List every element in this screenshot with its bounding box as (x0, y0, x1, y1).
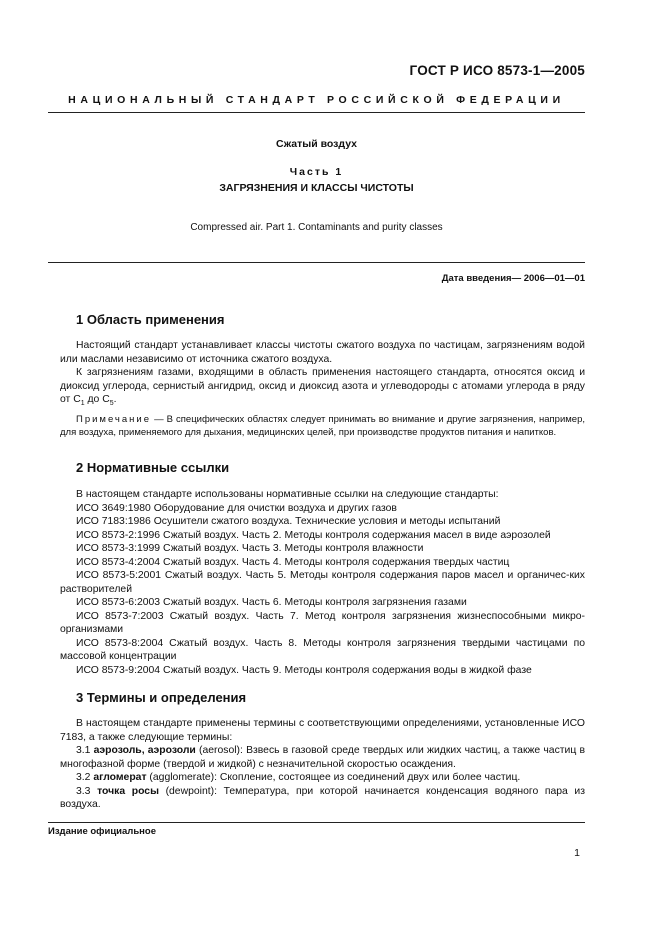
term-text: (dewpoint): Температура, при которой начинается конденсация водяного пара из воздуха. (60, 785, 585, 810)
normative-reference: ИСО 8573-8:2004 Сжатый воздух. Часть 8. Методы контроля загрязнения твердыми частицами по массовой концентрации (60, 637, 585, 662)
subscript: 5 (109, 400, 114, 408)
section-3-intro: В настоящем стандарте применены термины с соответствующими определениями, установленные ИСО 7183, а также следующие термины: (60, 718, 585, 743)
section-3-heading: 3 Термины и определения (76, 690, 247, 705)
document-subtitle: Сжатый воздух (275, 138, 358, 150)
term-number: 3.3 (76, 785, 98, 797)
subscript: 1 (80, 400, 85, 408)
english-title: Compressed air. Part 1. Contaminants and purity classes (190, 222, 443, 233)
normative-reference: ИСО 3649:1980 Оборудование для очистки воздуха и других газов (76, 502, 397, 514)
normative-reference: ИСО 8573-9:2004 Сжатый воздух. Часть 9. Методы контроля содержания воды в жидкой фазе (76, 664, 532, 676)
term-name: аэрозоль, аэрозоли (93, 745, 196, 756)
normative-reference: ИСО 8573-7:2003 Сжатый воздух. Часть 7. Метод контроля загрязнения жизнеспособными микро-организмами (60, 610, 585, 635)
section-1-heading: 1 Область применения (76, 312, 225, 327)
section-1-note (60, 413, 585, 440)
normative-reference: ИСО 8573-2:1996 Сжатый воздух. Часть 2. Методы контроля содержания масел в виде аэрозолей (76, 529, 551, 541)
paragraph-text: . (113, 394, 117, 405)
section-3-body (60, 717, 585, 812)
term-text: (aerosol): Взвесь в газовой среде твердых или жидких частиц, а также частиц в многофазной форме (твердой и жидкой) с незначительной скоростью осаждения. (60, 745, 585, 770)
section-1-paragraph-1: Настоящий стандарт устанавливает классы чистоты сжатого воздуха по частицам, загрязнениям водой или маслами независимо от источника сжатого воздуха. (60, 340, 585, 365)
header-rule (48, 112, 585, 113)
normative-reference: ИСО 8573-4:2004 Сжатый воздух. Часть 4. Методы контроля содержания твердых частиц (76, 556, 510, 568)
term-name: агломерат (93, 772, 147, 783)
section-2-intro: В настоящем стандарте использованы нормативные ссылки на следующие стандарты: (76, 489, 499, 500)
term-number: 3.1 (76, 745, 94, 756)
paragraph-text: К загрязнениям газами, входящими в область применения настоящего стандарта, относятся оксид и диоксид углерода, сернистый ангидрид, оксид и диоксид азота и углеводороды с атомами углерода в ряду от C (60, 367, 585, 405)
normative-reference: ИСО 8573-3:1999 Сжатый воздух. Часть 3. Методы контроля влажности (76, 543, 424, 554)
normative-reference: ИСО 7183:1986 Осушители сжатого воздуха. Технические условия и методы испытаний (76, 516, 501, 527)
normative-reference: ИСО 8573-5:2001 Сжатый воздух. Часть 5. Методы контроля содержания паров масел и органичес-ких растворителей (60, 570, 585, 595)
term-name: точка росы (97, 785, 159, 797)
section-1-paragraph-2 (60, 366, 585, 411)
section-2-heading: 2 Нормативные ссылки (76, 460, 230, 475)
introduction-date: Дата введения— 2006—01—01 (441, 273, 585, 284)
note-label: Примечание (76, 413, 151, 425)
term-definition (60, 744, 585, 771)
section-1-body (60, 339, 585, 440)
national-standard-header: НАЦИОНАЛЬНЫЙ СТАНДАРТ РОССИЙСКОЙ ФЕДЕРАЦИИ (68, 94, 565, 106)
gost-number: ГОСТ Р ИСО 8573-1—2005 (409, 63, 585, 78)
note-text: — В специфических областях следует принимать во внимание и другие загрязнения, например, для воздуха, применяемого для дыхания, медицинских целей, при производстве продуктов питания и напитков. (60, 413, 585, 439)
term-number: 3.2 (76, 772, 94, 783)
document-title: ЗАГРЯЗНЕНИЯ И КЛАССЫ ЧИСТОТЫ (219, 182, 414, 194)
title-rule (48, 262, 585, 263)
term-text: (agglomerate): Скопление, состоящее из соединений двух или более частиц. (146, 772, 521, 783)
normative-reference: ИСО 8573-6:2003 Сжатый воздух. Часть 6. Методы контроля загрязнения газами (76, 597, 467, 608)
term-definition (60, 785, 585, 812)
page-number: 1 (574, 847, 580, 859)
footer-rule (48, 822, 585, 823)
paragraph-text: до C (84, 394, 110, 405)
part-number: Часть 1 (289, 166, 344, 178)
section-2-body (60, 488, 585, 677)
official-edition-label: Издание официальное (48, 826, 156, 837)
term-definition (60, 771, 585, 785)
